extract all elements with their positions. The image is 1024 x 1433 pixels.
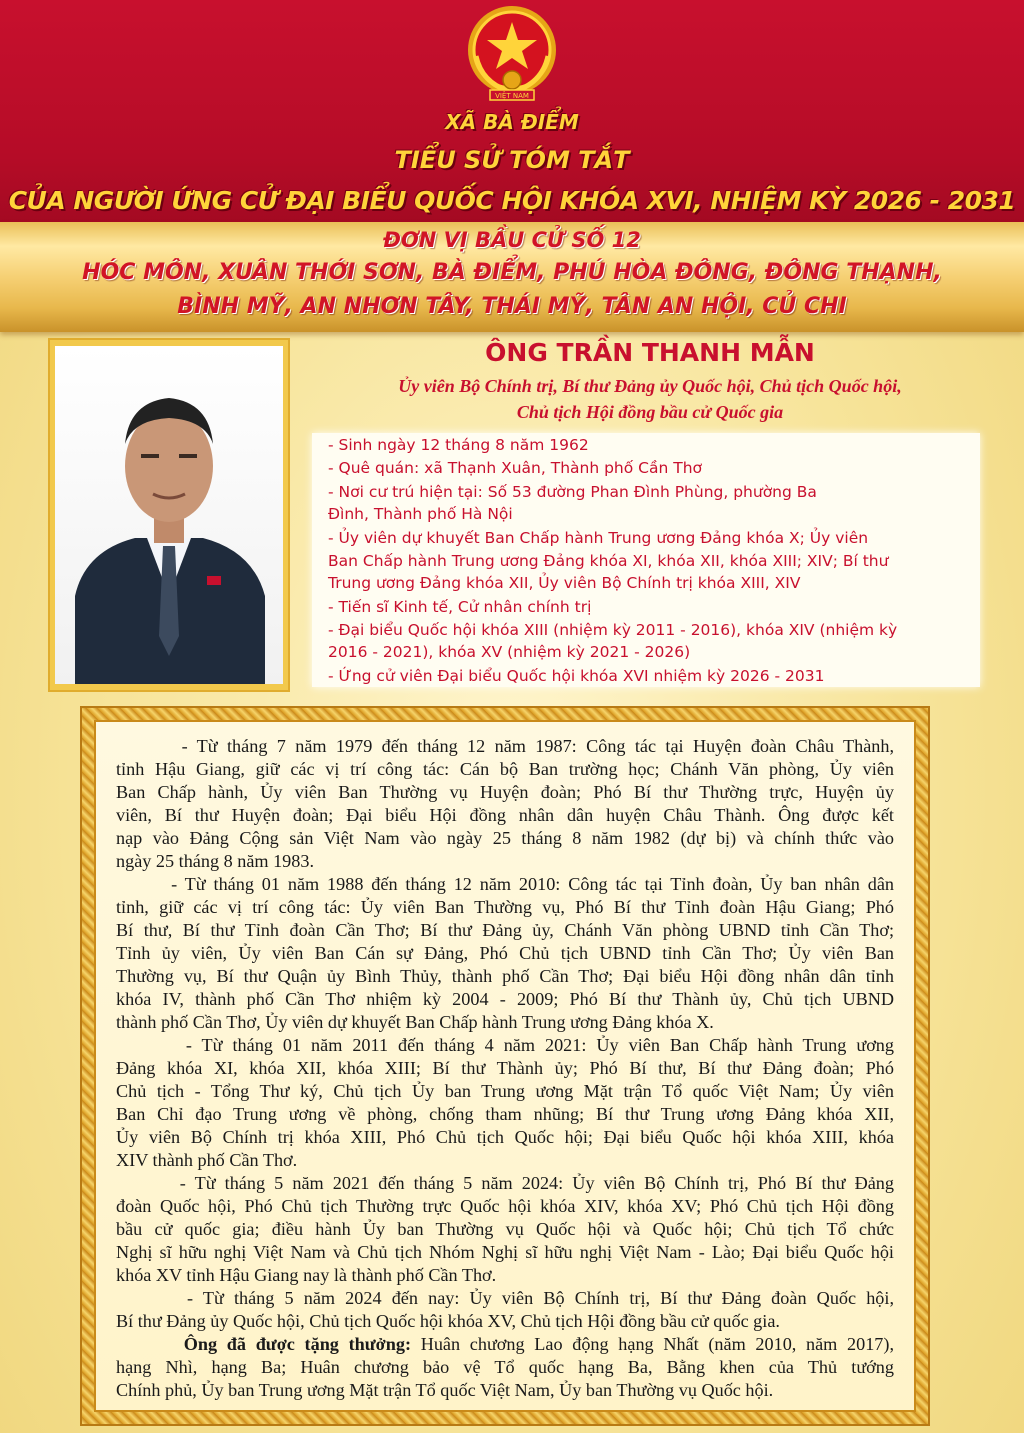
bio-line: Bí thư, Bí thư Tỉnh đoàn Cần Thơ; Bí thư Đảng ủy, Chánh Văn phòng UBND tỉnh Cần Thơ; bbox=[116, 920, 894, 940]
biography-panel bbox=[96, 722, 914, 1410]
portrait-frame bbox=[48, 338, 290, 692]
bio-line: Tỉnh ủy viên, Ủy viên Ban Cán sự Đảng, Phó Chủ tịch UBND tỉnh Cần Thơ; Ủy viên Ban bbox=[116, 943, 894, 963]
bio-line: - Từ tháng 01 năm 2011 đến tháng 4 năm 2021: Ủy viên Ban Chấp hành Trung ương bbox=[116, 1035, 894, 1055]
constituency-areas-line2: BÌNH MỸ, AN NHƠN TÂY, THÁI MỸ, TÂN AN HỘI, CỦ CHI bbox=[177, 294, 847, 319]
bio-line: tỉnh, giữ các vị trí công tác: Ủy viên Ban Thường vụ, Phó Bí thư Tỉnh đoàn Hậu Giang; Phó bbox=[116, 897, 894, 917]
fact-line: - Tiến sĩ Kinh tế, Cử nhân chính trị bbox=[328, 598, 592, 616]
fact-line: - Ủy viên dự khuyết Ban Chấp hành Trung ương Đảng khóa X; Ủy viên bbox=[328, 529, 869, 547]
bio-line: Nghị sĩ hữu nghị Việt Nam và Chủ tịch Nhóm Nghị sĩ hữu nghị Việt Nam - Lào; Đại biểu Quốc hội bbox=[116, 1242, 894, 1262]
commune-name: XÃ BÀ ĐIỂM bbox=[445, 110, 579, 134]
document-title: TIỂU SỬ TÓM TẮT bbox=[394, 146, 630, 174]
bio-line: - Từ tháng 7 năm 1979 đến tháng 12 năm 1987: Công tác tại Huyện đoàn Châu Thành, bbox=[116, 736, 894, 756]
bio-line: Bí thư Đảng ủy Quốc hội, Chủ tịch Quốc hội khóa XV, Chủ tịch Hội đồng bầu cử quốc gia. bbox=[116, 1311, 780, 1331]
bio-line: Thường vụ, Bí thư Quận ủy Bình Thủy, thành phố Cần Thơ; Đại biểu Hội đồng nhân dân tỉnh bbox=[116, 966, 894, 986]
constituency-number: ĐƠN VỊ BẦU CỬ SỐ 12 bbox=[383, 228, 641, 252]
bio-line: thành phố Cần Thơ, Ủy viên dự khuyết Ban Chấp hành Trung ương Đảng khóa X. bbox=[116, 1012, 714, 1032]
bio-line: - Từ tháng 5 năm 2024 đến nay: Ủy viên Bộ Chính trị, Bí thư Đảng đoàn Quốc hội, bbox=[116, 1288, 894, 1308]
fact-line: - Đại biểu Quốc hội khóa XIII (nhiệm kỳ 2011 - 2016), khóa XIV (nhiệm kỳ bbox=[328, 621, 898, 639]
candidate-role-line2: Chủ tịch Hội đồng bầu cử Quốc gia bbox=[516, 402, 784, 422]
fact-line: Ban Chấp hành Trung ương Đảng khóa XI, khóa XII, khóa XIII; XIV; Bí thư bbox=[328, 552, 889, 570]
bio-line: bầu cử quốc gia; điều hành Ủy ban Thường vụ Quốc hội và Quốc hội; Chủ tịch Tổ chức bbox=[116, 1219, 894, 1239]
bio-line: khóa IV, thành phố Cần Thơ nhiệm kỳ 2004 - 2009; Phó Bí thư Thành ủy, Chủ tịch UBND bbox=[116, 989, 894, 1009]
emblem-banner-text: VIỆT NAM bbox=[495, 92, 529, 100]
fact-line: - Nơi cư trú hiện tại: Số 53 đường Phan Đình Phùng, phường Ba bbox=[328, 483, 817, 501]
bio-line: ngày 25 tháng 8 năm 1983. bbox=[116, 851, 315, 871]
fact-line: - Quê quán: xã Thạnh Xuân, Thành phố Cần Thơ bbox=[328, 459, 703, 477]
personal-facts bbox=[312, 433, 980, 687]
bio-line: khóa XV tỉnh Hậu Giang nay là thành phố Cần Thơ. bbox=[116, 1265, 497, 1285]
candidate-role-line1: Ủy viên Bộ Chính trị, Bí thư Đảng ủy Quốc hội, Chủ tịch Quốc hội, bbox=[398, 376, 902, 396]
bio-line: Chủ tịch - Tổng Thư ký, Chủ tịch Ủy ban Trung ương Mặt trận Tổ quốc Việt Nam; Ủy viên bbox=[116, 1081, 894, 1101]
candidate-name: ÔNG TRẦN THANH MẪN bbox=[485, 338, 815, 367]
fact-line: - Sinh ngày 12 tháng 8 năm 1962 bbox=[328, 436, 589, 454]
awards-label: Ông đã được tặng thưởng: bbox=[116, 1334, 412, 1354]
bio-line: đoàn Quốc hội, Phó Chủ tịch Thường trực Quốc hội khóa XIV, khóa XV; Phó Chủ tịch Hội đồng bbox=[116, 1196, 894, 1216]
awards-line bbox=[116, 1333, 894, 1356]
bio-line: tỉnh Hậu Giang, giữ các vị trí công tác: Cán bộ Ban trường học; Chánh Văn phòng, Ủy viên bbox=[116, 759, 894, 779]
bio-line: Ban Chỉ đạo Trung ương về phòng, chống tham nhũng; Bí thư Trung ương Đảng khóa XII, bbox=[116, 1104, 894, 1124]
national-emblem-icon bbox=[462, 4, 562, 104]
awards-line: hạng Nhì, hạng Ba; Huân chương bảo vệ Tổ quốc hạng Ba, Bằng khen của Thủ tướng bbox=[116, 1357, 894, 1377]
constituency-areas-line1: HÓC MÔN, XUÂN THỚI SƠN, BÀ ĐIỂM, PHÚ HÒA ĐÔNG, ĐÔNG THẠNH, bbox=[82, 260, 942, 285]
bio-line: nạp vào Đảng Cộng sản Việt Nam vào ngày 25 tháng 8 năm 1982 (dự bị) và chính thức vào bbox=[116, 828, 894, 848]
fact-line: - Ứng cử viên Đại biểu Quốc hội khóa XVI nhiệm kỳ 2026 - 2031 bbox=[328, 667, 825, 685]
fact-line: Trung ương Đảng khóa XII, Ủy viên Bộ Chính trị khóa XIII, XIV bbox=[328, 574, 801, 592]
bio-line: - Từ tháng 5 năm 2021 đến tháng 5 năm 2024: Ủy viên Bộ Chính trị, Phó Bí thư Đảng bbox=[116, 1173, 894, 1193]
bio-line: Ủy viên Bộ Chính trị khóa XIII, Phó Chủ tịch Quốc hội; Đại biểu Quốc hội khóa XIII, khóa bbox=[116, 1127, 894, 1147]
awards-text: Huân chương Lao động hạng Nhất (năm 2010, năm 2017), bbox=[411, 1334, 894, 1354]
fact-line: Đình, Thành phố Hà Nội bbox=[328, 505, 513, 523]
bio-line: Đảng khóa XI, khóa XII, khóa XIII; Bí thư Thành ủy; Phó Bí thư, Bí thư Đảng đoàn; Phó bbox=[116, 1058, 894, 1078]
bio-line: XIV thành phố Cần Thơ. bbox=[116, 1150, 298, 1170]
constituency-ribbon bbox=[0, 222, 1024, 332]
bio-line: Ban Chấp hành, Ủy viên Ban Thường vụ Huyện đoàn; Phó Bí thư Thường trực, Huyện ủy bbox=[116, 782, 894, 802]
fact-line: 2016 - 2021), khóa XV (nhiệm kỳ 2021 - 2026) bbox=[328, 643, 691, 661]
bio-line: - Từ tháng 01 năm 1988 đến tháng 12 năm 2010: Công tác tại Tỉnh đoàn, Ủy ban nhân dân bbox=[116, 874, 894, 894]
awards-line: Chính phủ, Ủy ban Trung ương Mặt trận Tổ quốc Việt Nam, Ủy ban Thường vụ Quốc hội. bbox=[116, 1380, 774, 1400]
portrait-photo bbox=[55, 346, 283, 684]
bio-line: viên, Bí thư Huyện đoàn; Đại biểu Hội đồng nhân dân huyện Châu Thành. Ông được kết bbox=[116, 805, 894, 825]
header-banner bbox=[0, 0, 1024, 225]
document-subtitle: CỦA NGƯỜI ỨNG CỬ ĐẠI BIỂU QUỐC HỘI KHÓA XVI, NHIỆM KỲ 2026 - 2031 bbox=[8, 186, 1016, 215]
